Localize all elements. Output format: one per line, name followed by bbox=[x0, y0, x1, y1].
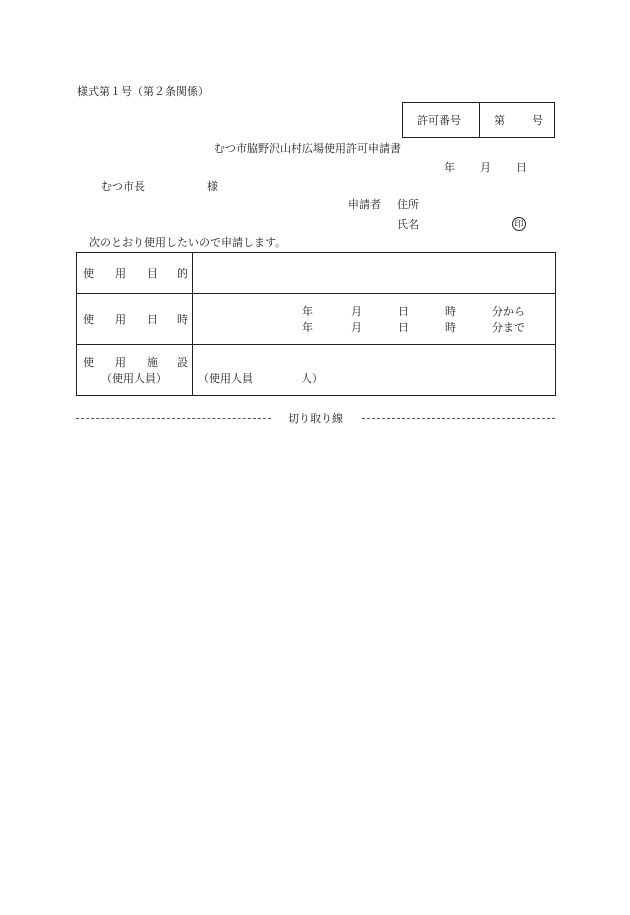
users-value-close: 人） bbox=[301, 372, 323, 385]
users-value-open: （使用人員 bbox=[198, 372, 253, 385]
request-text: 次のとおり使用したいので申請します。 bbox=[89, 236, 287, 249]
application-table: 使 用 目 的 使 用 日 時 年 月 日 時 分から 年 月 日 時 分まで 使 用 施 設 （使用人員） （使用人員 人） bbox=[76, 252, 556, 396]
cut-line-left bbox=[76, 418, 271, 419]
permit-dai: 第 bbox=[494, 114, 505, 127]
applicant-address-label: 住所 bbox=[397, 198, 419, 211]
cut-line-label: 切り取り線 bbox=[288, 412, 343, 425]
permit-box-divider bbox=[479, 103, 480, 137]
table-row-divider bbox=[77, 293, 555, 294]
seal-mark: 印 bbox=[512, 217, 526, 231]
permit-go: 号 bbox=[532, 114, 543, 127]
users-label: （使用人員） bbox=[101, 372, 167, 385]
permit-number-label: 許可番号 bbox=[417, 114, 461, 127]
date-day: 日 bbox=[516, 161, 527, 174]
addressee-honorific: 様 bbox=[207, 180, 218, 193]
applicant-name-label: 氏名 bbox=[397, 218, 419, 231]
table-column-divider bbox=[192, 253, 193, 395]
form-number: 様式第１号（第２条関係） bbox=[77, 85, 209, 98]
date-month: 月 bbox=[480, 161, 491, 174]
addressee-name: むつ市長 bbox=[101, 180, 145, 193]
table-row-divider bbox=[77, 344, 555, 345]
document-title: むつ市脇野沢山村広場使用許可申請書 bbox=[214, 142, 401, 155]
cut-line-right bbox=[362, 418, 555, 419]
date-year: 年 bbox=[444, 161, 455, 174]
applicant-label: 申請者 bbox=[348, 198, 381, 211]
permit-number-box bbox=[402, 102, 555, 138]
